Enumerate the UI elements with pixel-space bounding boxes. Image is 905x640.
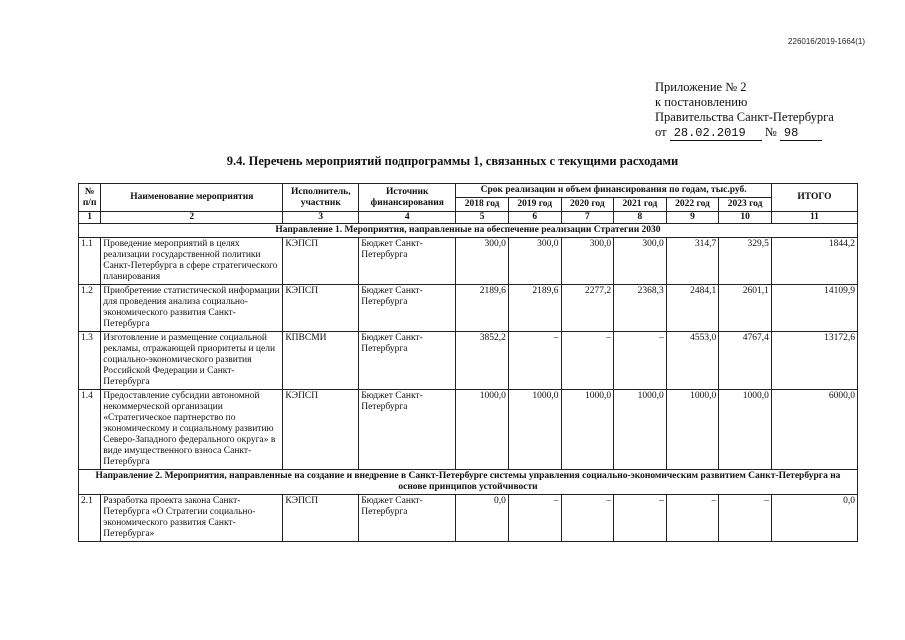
- cell-year-value: 314,7: [666, 238, 719, 285]
- cell-total: 14109,9: [771, 285, 857, 332]
- appendix-line-1: Приложение № 2: [655, 80, 747, 94]
- cell-year-value: –: [561, 332, 614, 390]
- column-number-row: [79, 212, 858, 224]
- cell-source: Бюджет Санкт-Петербурга: [359, 285, 456, 332]
- appendix-block: [655, 80, 834, 141]
- cell-year-value: –: [614, 495, 667, 542]
- cell-year-value: –: [561, 495, 614, 542]
- cell-name: Изготовление и размещение социальной рекламы, отражающей приоритеты и цели социально-экономического развития Российской Федерации и Санкт-Петербурга: [101, 332, 283, 390]
- document-id: 226016/2019-1664(1): [788, 37, 865, 46]
- cell-executor: КЭПСП: [283, 390, 359, 470]
- cell-source: Бюджет Санкт-Петербурга: [359, 495, 456, 542]
- number-prefix: №: [764, 125, 777, 139]
- cell-name: Разработка проекта закона Санкт-Петербурга «О Стратегии социально-экономического развития Санкт-Петербурга»: [101, 495, 283, 542]
- direction-1-heading: Направление 1. Мероприятия, направленные на обеспечение реализации Стратегии 2030: [79, 224, 858, 238]
- cell-name: Проведение мероприятий в целях реализации государственной политики Санкт-Петербурга в сфере стратегического планирования: [101, 238, 283, 285]
- col-number: 10: [719, 212, 772, 224]
- col-number: 5: [456, 212, 509, 224]
- col-number: 3: [283, 212, 359, 224]
- cell-num: 1.1: [79, 238, 101, 285]
- direction-row: [79, 224, 858, 238]
- cell-year-value: 4553,0: [666, 332, 719, 390]
- col-number: 9: [666, 212, 719, 224]
- cell-year-value: 3852,2: [456, 332, 509, 390]
- cell-total: 6000,0: [771, 390, 857, 470]
- col-number: 7: [561, 212, 614, 224]
- cell-num: 2.1: [79, 495, 101, 542]
- cell-year-value: 2601,1: [719, 285, 772, 332]
- col-number: 2: [101, 212, 283, 224]
- col-header-num: № п/п: [79, 184, 101, 212]
- table-row: [79, 285, 858, 332]
- cell-source: Бюджет Санкт-Петербурга: [359, 332, 456, 390]
- cell-year-value: 300,0: [614, 238, 667, 285]
- cell-year-value: –: [508, 332, 561, 390]
- table-row: [79, 495, 858, 542]
- appendix-line-2: к постановлению: [655, 95, 748, 109]
- col-number: 4: [359, 212, 456, 224]
- cell-year-value: 1000,0: [508, 390, 561, 470]
- cell-year-value: –: [508, 495, 561, 542]
- cell-executor: КПВСМИ: [283, 332, 359, 390]
- col-header-year: 2020 год: [561, 198, 614, 212]
- cell-year-value: 2277,2: [561, 285, 614, 332]
- cell-year-value: 1000,0: [561, 390, 614, 470]
- col-header-year: 2023 год: [719, 198, 772, 212]
- col-header-year: 2019 год: [508, 198, 561, 212]
- col-number: 1: [79, 212, 101, 224]
- cell-year-value: 2189,6: [456, 285, 509, 332]
- col-number: 11: [771, 212, 857, 224]
- direction-2-heading: Направление 2. Мероприятия, направленные на создание и внедрение в Санкт-Петербурге системы управления социально-экономическим развитием Санкт-Петербурга на основе принципов устойчивости: [79, 470, 858, 495]
- cell-year-value: 300,0: [456, 238, 509, 285]
- col-header-year: 2022 год: [666, 198, 719, 212]
- direction-row: [79, 470, 858, 495]
- cell-num: 1.2: [79, 285, 101, 332]
- table-row: [79, 238, 858, 285]
- appendix-line-3: Правительства Санкт-Петербурга: [655, 110, 834, 124]
- cell-total: 13172,6: [771, 332, 857, 390]
- page-title: 9.4. Перечень мероприятий подпрограммы 1, связанных с текущими расходами: [226, 154, 679, 168]
- cell-executor: КЭПСП: [283, 495, 359, 542]
- table-row: [79, 332, 858, 390]
- cell-year-value: –: [666, 495, 719, 542]
- col-header-name: Наименование мероприятия: [101, 184, 283, 212]
- col-header-executor: Исполнитель, участник: [283, 184, 359, 212]
- cell-year-value: –: [614, 332, 667, 390]
- col-header-period: Срок реализации и объем финансирования по годам, тыс.руб.: [456, 184, 772, 198]
- cell-source: Бюджет Санкт-Петербурга: [359, 390, 456, 470]
- cell-total: 0,0: [771, 495, 857, 542]
- cell-executor: КЭПСП: [283, 238, 359, 285]
- col-header-year: 2021 год: [614, 198, 667, 212]
- col-number: 6: [508, 212, 561, 224]
- cell-year-value: 300,0: [508, 238, 561, 285]
- col-header-source: Источник финансирования: [359, 184, 456, 212]
- measures-table: [78, 183, 858, 542]
- col-header-total: ИТОГО: [771, 184, 857, 212]
- cell-year-value: 1000,0: [456, 390, 509, 470]
- cell-year-value: 1000,0: [666, 390, 719, 470]
- cell-year-value: 2368,3: [614, 285, 667, 332]
- table-row: [79, 390, 858, 470]
- cell-year-value: 300,0: [561, 238, 614, 285]
- cell-year-value: 329,5: [719, 238, 772, 285]
- cell-year-value: 1000,0: [719, 390, 772, 470]
- cell-source: Бюджет Санкт-Петербурга: [359, 238, 456, 285]
- cell-year-value: 2484,1: [666, 285, 719, 332]
- appendix-date-line: [655, 125, 834, 141]
- col-number: 8: [614, 212, 667, 224]
- col-header-year: 2018 год: [456, 198, 509, 212]
- decree-number: 98: [780, 127, 822, 141]
- cell-num: 1.4: [79, 390, 101, 470]
- cell-year-value: –: [719, 495, 772, 542]
- cell-executor: КЭПСП: [283, 285, 359, 332]
- cell-year-value: 4767,4: [719, 332, 772, 390]
- date-prefix: от: [655, 125, 667, 139]
- cell-total: 1844,2: [771, 238, 857, 285]
- header-row: [79, 184, 858, 198]
- cell-num: 1.3: [79, 332, 101, 390]
- cell-year-value: 2189,6: [508, 285, 561, 332]
- cell-name: Предоставление субсидии автономной некоммерческой организации «Стратегическое партнерство по экономическому и социальному развитию Северо-Западного федерального округа» в виде имущественного взноса Санкт-Петербурга: [101, 390, 283, 470]
- cell-year-value: 0,0: [456, 495, 509, 542]
- decree-date: 28.02.2019: [670, 127, 762, 141]
- cell-name: Приобретение статистической информации для проведения анализа социально-экономического развития Санкт-Петербурга: [101, 285, 283, 332]
- cell-year-value: 1000,0: [614, 390, 667, 470]
